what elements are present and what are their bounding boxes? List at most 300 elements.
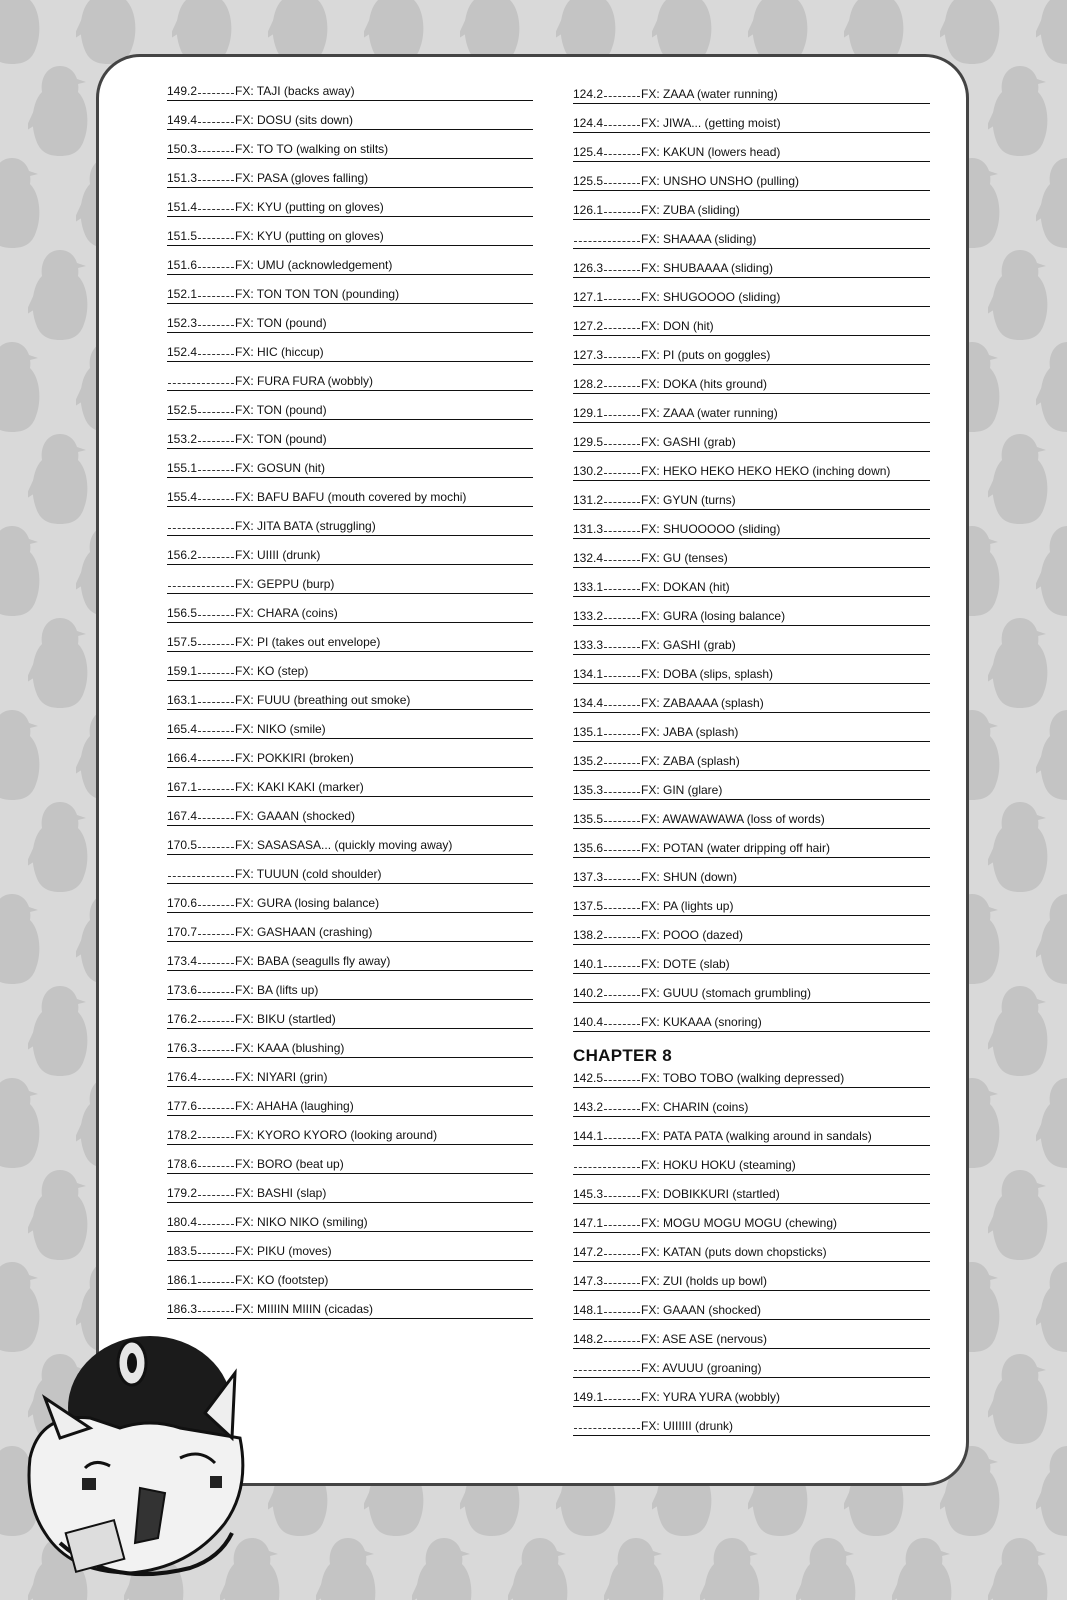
fx-description: FX: FURA FURA (wobbly): [235, 374, 374, 388]
panel-reference: 170.6: [167, 896, 198, 910]
dash-leader: [604, 647, 640, 648]
dash-leader: [604, 444, 640, 445]
fx-entry: [167, 1008, 533, 1029]
panel-reference: 173.4: [167, 954, 198, 968]
fx-entry: [573, 1183, 930, 1204]
panel-reference: 179.2: [167, 1186, 198, 1200]
dash-leader: [604, 415, 640, 416]
penguin-silhouette-icon: [316, 1534, 380, 1600]
fx-entry: [573, 344, 930, 365]
fx-entry: [167, 1182, 533, 1203]
panel-reference: 145.3: [573, 1187, 604, 1201]
fx-description: FX: KYORO KYORO (looking around): [235, 1128, 438, 1142]
dash-leader: [198, 122, 234, 123]
fx-description: FX: PA (lights up): [641, 899, 734, 913]
dash-leader: [168, 383, 234, 384]
fx-description: FX: GURA (losing balance): [641, 609, 786, 623]
fx-entry: [573, 750, 930, 771]
fx-description: FX: GOSUN (hit): [235, 461, 326, 475]
fx-description: FX: TON (pound): [235, 403, 327, 417]
fx-description: FX: GAAAN (shocked): [235, 809, 356, 823]
fx-entry: [573, 1270, 930, 1291]
fx-description: FX: GURA (losing balance): [235, 896, 380, 910]
fx-entry: [573, 1357, 930, 1378]
fx-description: FX: GU (tenses): [641, 551, 728, 565]
dash-leader: [604, 763, 640, 764]
fx-entry: [167, 428, 533, 449]
fx-description: FX: JIWA... (getting moist): [641, 116, 781, 130]
dash-leader: [198, 818, 234, 819]
fx-description: FX: DOBA (slips, splash): [641, 667, 774, 681]
fx-description: FX: UIIII (drunk): [235, 548, 321, 562]
dash-leader: [604, 1196, 640, 1197]
panel-reference: 165.4: [167, 722, 198, 736]
fx-entry: [573, 721, 930, 742]
dash-leader: [198, 1108, 234, 1109]
dash-leader: [604, 966, 640, 967]
fx-entry: [573, 431, 930, 452]
fx-entry: [167, 196, 533, 217]
fx-entry: [573, 373, 930, 394]
panel-reference: 149.4: [167, 113, 198, 127]
dash-leader: [168, 586, 234, 587]
penguin-silhouette-icon: [1036, 1442, 1067, 1538]
fx-description: FX: AVUUU (groaning): [641, 1361, 762, 1375]
fx-entry: [167, 892, 533, 913]
dash-leader: [604, 1225, 640, 1226]
fx-entry: [573, 895, 930, 916]
fx-description: FX: KAKI KAKI (marker): [235, 780, 364, 794]
dash-leader: [604, 879, 640, 880]
fx-description: FX: SHUGOOOO (sliding): [641, 290, 781, 304]
panel-reference: 178.6: [167, 1157, 198, 1171]
fx-description: FX: ZUBA (sliding): [641, 203, 740, 217]
penguin-silhouette-icon: [988, 1350, 1052, 1446]
fx-description: FX: HOKU HOKU (steaming): [641, 1158, 796, 1172]
dash-leader: [604, 96, 640, 97]
panel-reference: 183.5: [167, 1244, 198, 1258]
dash-leader: [198, 760, 234, 761]
fx-entry: [573, 924, 930, 945]
panel-reference: 170.5: [167, 838, 198, 852]
fx-description: FX: TON TON TON (pounding): [235, 287, 400, 301]
fx-description: FX: UNSHO UNSHO (pulling): [641, 174, 800, 188]
fx-entry: [167, 283, 533, 304]
fx-description: FX: TOBO TOBO (walking depressed): [641, 1071, 845, 1085]
fx-entry: [167, 631, 533, 652]
fx-description: FX: KO (step): [235, 664, 309, 678]
dash-leader: [198, 673, 234, 674]
dash-leader: [604, 183, 640, 184]
panel-reference: 132.4: [573, 551, 604, 565]
fx-entry: [573, 1067, 930, 1088]
penguin-silhouette-icon: [1036, 338, 1067, 434]
fx-description: FX: SHUN (down): [641, 870, 738, 884]
penguin-silhouette-icon: [28, 798, 92, 894]
fx-entry: [167, 1153, 533, 1174]
fx-entry: [573, 402, 930, 423]
panel-reference: 133.2: [573, 609, 604, 623]
fx-entry: [573, 692, 930, 713]
penguin-silhouette-icon: [1036, 1258, 1067, 1354]
fx-description: FX: TAJI (backs away): [235, 84, 355, 98]
penguin-silhouette-icon: [1036, 1074, 1067, 1170]
panel-reference: 149.2: [167, 84, 198, 98]
penguin-silhouette-icon: [1036, 0, 1067, 66]
penguin-silhouette-icon: [28, 430, 92, 526]
fx-entry: [573, 808, 930, 829]
panel-reference: 156.2: [167, 548, 198, 562]
panel-reference: 155.4: [167, 490, 198, 504]
fx-entry: [167, 225, 533, 246]
dash-leader: [198, 731, 234, 732]
penguin-silhouette-icon: [988, 614, 1052, 710]
dash-leader: [604, 1138, 640, 1139]
fx-entry: [573, 634, 930, 655]
panel-reference: 151.3: [167, 171, 198, 185]
fx-description: FX: HEKO HEKO HEKO HEKO (inching down): [641, 464, 891, 478]
panel-reference: 152.5: [167, 403, 198, 417]
panel-reference: 167.1: [167, 780, 198, 794]
penguin-silhouette-icon: [1036, 890, 1067, 986]
fx-entry: [167, 1095, 533, 1116]
penguin-silhouette-icon: [28, 246, 92, 342]
fx-description: FX: KAKUN (lowers head): [641, 145, 781, 159]
fx-description: FX: PI (puts on goggles): [641, 348, 771, 362]
fx-description: FX: NIYARI (grin): [235, 1070, 328, 1084]
dash-leader: [604, 1080, 640, 1081]
fx-entry: [167, 979, 533, 1000]
panel-reference: 147.2: [573, 1245, 604, 1259]
fx-description: FX: SHUBAAAA (sliding): [641, 261, 774, 275]
dash-leader: [198, 847, 234, 848]
fx-entry: [167, 863, 533, 884]
dash-leader: [198, 1137, 234, 1138]
dash-leader: [604, 1283, 640, 1284]
panel-reference: 186.1: [167, 1273, 198, 1287]
fx-entry: [573, 83, 930, 104]
fx-description: FX: GASHAAN (crashing): [235, 925, 373, 939]
dash-leader: [198, 180, 234, 181]
fx-entry: [573, 228, 930, 249]
dash-leader: [574, 1428, 640, 1429]
dash-leader: [604, 908, 640, 909]
fx-entry: [573, 547, 930, 568]
fx-description: FX: GYUN (turns): [641, 493, 736, 507]
dash-leader: [604, 212, 640, 213]
penguin-silhouette-icon: [0, 154, 44, 250]
panel-reference: 130.2: [573, 464, 604, 478]
fx-entry: [167, 718, 533, 739]
dash-leader: [604, 1024, 640, 1025]
fx-entry: [167, 544, 533, 565]
dash-leader: [604, 589, 640, 590]
dash-leader: [198, 1166, 234, 1167]
panel-reference: 135.1: [573, 725, 604, 739]
dash-leader: [604, 705, 640, 706]
panel-reference: 124.2: [573, 87, 604, 101]
fx-description: FX: MIIIIN MIIIN (cicadas): [235, 1302, 374, 1316]
fx-entry: [167, 1298, 533, 1319]
fx-entry: [167, 138, 533, 159]
fx-description: FX: GASHI (grab): [641, 638, 736, 652]
dash-leader: [198, 615, 234, 616]
fx-description: FX: TO TO (walking on stilts): [235, 142, 389, 156]
panel-reference: 151.6: [167, 258, 198, 272]
penguin-silhouette-icon: [28, 62, 92, 158]
panel-reference: 137.3: [573, 870, 604, 884]
fx-description: FX: PASA (gloves falling): [235, 171, 369, 185]
fx-description: FX: CHARIN (coins): [641, 1100, 749, 1114]
fx-entry: [167, 1269, 533, 1290]
panel-reference: 159.1: [167, 664, 198, 678]
fx-description: FX: ZUI (holds up bowl): [641, 1274, 768, 1288]
panel-reference: 166.4: [167, 751, 198, 765]
fx-description: FX: DOKAN (hit): [641, 580, 730, 594]
dash-leader: [604, 821, 640, 822]
panel-reference: 127.1: [573, 290, 604, 304]
panel-reference: 186.3: [167, 1302, 198, 1316]
panel-reference: 173.6: [167, 983, 198, 997]
dash-leader: [198, 1282, 234, 1283]
fx-entry: [167, 167, 533, 188]
penguin-silhouette-icon: [700, 1534, 764, 1600]
penguin-silhouette-icon: [0, 522, 44, 618]
panel-reference: 125.5: [573, 174, 604, 188]
fx-entry: [573, 489, 930, 510]
fx-entry: [167, 1066, 533, 1087]
penguin-silhouette-icon: [0, 890, 44, 986]
dash-leader: [198, 441, 234, 442]
panel-reference: 135.2: [573, 754, 604, 768]
fx-entry: [573, 199, 930, 220]
panel-reference: 176.2: [167, 1012, 198, 1026]
panel-reference: 157.5: [167, 635, 198, 649]
panel-reference: 127.2: [573, 319, 604, 333]
penguin-silhouette-icon: [988, 798, 1052, 894]
panel-reference: 156.5: [167, 606, 198, 620]
panel-reference: 133.1: [573, 580, 604, 594]
penguin-silhouette-icon: [28, 614, 92, 710]
panel-reference: 148.1: [573, 1303, 604, 1317]
fx-description: FX: SASASASA... (quickly moving away): [235, 838, 453, 852]
panel-reference: 125.4: [573, 145, 604, 159]
fx-description: FX: BORO (beat up): [235, 1157, 344, 1171]
fx-description: FX: ASE ASE (nervous): [641, 1332, 768, 1346]
panel-reference: 140.2: [573, 986, 604, 1000]
dash-leader: [604, 125, 640, 126]
fx-description: FX: TON (pound): [235, 316, 327, 330]
dash-leader: [574, 1370, 640, 1371]
fx-entry: [167, 80, 533, 101]
panel-reference: 129.1: [573, 406, 604, 420]
fx-description: FX: NIKO NIKO (smiling): [235, 1215, 368, 1229]
fx-description: FX: ZABAAAA (splash): [641, 696, 764, 710]
fx-description: FX: DOKA (hits ground): [641, 377, 768, 391]
fx-entry: [167, 689, 533, 710]
fx-entry: [167, 1037, 533, 1058]
fx-entry: [573, 518, 930, 539]
fx-description: FX: PIKU (moves): [235, 1244, 332, 1258]
fx-entry: [167, 312, 533, 333]
penguin-silhouette-icon: [604, 1534, 668, 1600]
fx-entry: [167, 515, 533, 536]
dash-leader: [604, 502, 640, 503]
fx-description: FX: BA (lifts up): [235, 983, 319, 997]
fx-entry: [573, 112, 930, 133]
dash-leader: [604, 328, 640, 329]
fx-description: FX: GIN (glare): [641, 783, 723, 797]
panel-reference: 134.4: [573, 696, 604, 710]
fx-description: FX: ZAAA (water running): [641, 87, 778, 101]
fx-entry: [573, 1299, 930, 1320]
fx-entry: [167, 486, 533, 507]
fx-description: FX: HIC (hiccup): [235, 345, 324, 359]
dash-leader: [604, 560, 640, 561]
fx-entry: [573, 1241, 930, 1262]
chapter-heading: CHAPTER 8: [573, 1046, 673, 1065]
panel-reference: 144.1: [573, 1129, 604, 1143]
panel-reference: 149.1: [573, 1390, 604, 1404]
penguin-silhouette-icon: [988, 1534, 1052, 1600]
fx-entry: [573, 460, 930, 481]
fx-entry: [573, 576, 930, 597]
fx-description: FX: AHAHA (laughing): [235, 1099, 354, 1113]
fx-entry: [167, 341, 533, 362]
fx-entry: [573, 1011, 930, 1032]
dash-leader: [604, 1254, 640, 1255]
panel-reference: 147.3: [573, 1274, 604, 1288]
penguin-silhouette-icon: [508, 1534, 572, 1600]
dash-leader: [604, 850, 640, 851]
fx-entry: [573, 953, 930, 974]
fx-description: FX: ZAAA (water running): [641, 406, 778, 420]
dash-leader: [198, 1253, 234, 1254]
panel-reference: 142.5: [573, 1071, 604, 1085]
panel-reference: 176.3: [167, 1041, 198, 1055]
panel-reference: 124.4: [573, 116, 604, 130]
fx-description: FX: MOGU MOGU MOGU (chewing): [641, 1216, 838, 1230]
fx-description: FX: SHAAAA (sliding): [641, 232, 757, 246]
penguin-silhouette-icon: [988, 246, 1052, 342]
panel-reference: 137.5: [573, 899, 604, 913]
penguin-silhouette-icon: [0, 338, 44, 434]
fx-entry: [167, 921, 533, 942]
dash-leader: [604, 154, 640, 155]
fx-description: FX: AWAWAWAWA (loss of words): [641, 812, 825, 826]
dash-leader: [604, 386, 640, 387]
fx-description: FX: UIIIIII (drunk): [641, 1419, 734, 1433]
dash-leader: [198, 1195, 234, 1196]
panel-reference: 138.2: [573, 928, 604, 942]
panel-reference: 140.1: [573, 957, 604, 971]
fx-description: FX: POOO (dazed): [641, 928, 744, 942]
dash-leader: [198, 412, 234, 413]
dash-leader: [604, 618, 640, 619]
fx-entry: [573, 1212, 930, 1233]
fx-description: FX: CHARA (coins): [235, 606, 338, 620]
penguin-silhouette-icon: [892, 1534, 956, 1600]
penguin-silhouette-icon: [0, 0, 44, 66]
fx-entry: [573, 286, 930, 307]
fx-entry: [573, 141, 930, 162]
fx-description: FX: POTAN (water dripping off hair): [641, 841, 830, 855]
penguin-silhouette-icon: [28, 1166, 92, 1262]
fx-description: FX: GAAAN (shocked): [641, 1303, 762, 1317]
panel-reference: 135.6: [573, 841, 604, 855]
fx-description: FX: DOSU (sits down): [235, 113, 354, 127]
dash-leader: [604, 676, 640, 677]
penguin-silhouette-icon: [988, 1166, 1052, 1262]
dash-leader: [198, 934, 234, 935]
fx-entry: [573, 1125, 930, 1146]
panel-reference: 135.3: [573, 783, 604, 797]
panel-reference: 140.4: [573, 1015, 604, 1029]
dash-leader: [198, 1021, 234, 1022]
dash-leader: [198, 905, 234, 906]
fx-description: FX: KATAN (puts down chopsticks): [641, 1245, 827, 1259]
fx-entry: [167, 834, 533, 855]
dash-leader: [198, 325, 234, 326]
penguin-silhouette-icon: [1036, 706, 1067, 802]
fx-entry: [167, 602, 533, 623]
fx-entry: [167, 254, 533, 275]
dash-leader: [198, 644, 234, 645]
fx-description: FX: KAAA (blushing): [235, 1041, 345, 1055]
dash-leader: [198, 557, 234, 558]
dash-leader: [604, 1399, 640, 1400]
fx-entry: [573, 605, 930, 626]
fx-description: FX: NIKO (smile): [235, 722, 326, 736]
dash-leader: [574, 1167, 640, 1168]
fx-description: FX: POKKIRI (broken): [235, 751, 354, 765]
panel-reference: 126.3: [573, 261, 604, 275]
fx-entry: [573, 1328, 930, 1349]
panel-reference: 134.1: [573, 667, 604, 681]
penguin-silhouette-icon: [988, 430, 1052, 526]
fx-entry: [167, 457, 533, 478]
fx-entry: [573, 315, 930, 336]
fx-description: FX: FUUU (breathing out smoke): [235, 693, 411, 707]
dash-leader: [198, 1050, 234, 1051]
panel-reference: 177.6: [167, 1099, 198, 1113]
penguin-silhouette-icon: [1036, 522, 1067, 618]
dash-leader: [168, 876, 234, 877]
fx-description: FX: KUKAAA (snoring): [641, 1015, 762, 1029]
fx-entry: [167, 1211, 533, 1232]
fx-entry: [573, 1096, 930, 1117]
fx-description: FX: ZABA (splash): [641, 754, 740, 768]
panel-reference: 152.4: [167, 345, 198, 359]
fx-description: FX: BASHI (slap): [235, 1186, 327, 1200]
fx-description: FX: PATA PATA (walking around in sandals): [641, 1129, 872, 1143]
fx-entry: [573, 170, 930, 191]
panel-reference: 178.2: [167, 1128, 198, 1142]
penguin-silhouette-icon: [796, 1534, 860, 1600]
dash-leader: [198, 267, 234, 268]
panel-reference: 147.1: [573, 1216, 604, 1230]
panel-reference: 126.1: [573, 203, 604, 217]
fx-description: FX: PI (takes out envelope): [235, 635, 381, 649]
fx-description: FX: DON (hit): [641, 319, 714, 333]
dash-leader: [604, 995, 640, 996]
dash-leader: [198, 209, 234, 210]
dash-leader: [198, 1224, 234, 1225]
panel-reference: 150.3: [167, 142, 198, 156]
panel-reference: 151.5: [167, 229, 198, 243]
fx-entry: [573, 257, 930, 278]
panel-reference: 153.2: [167, 432, 198, 446]
